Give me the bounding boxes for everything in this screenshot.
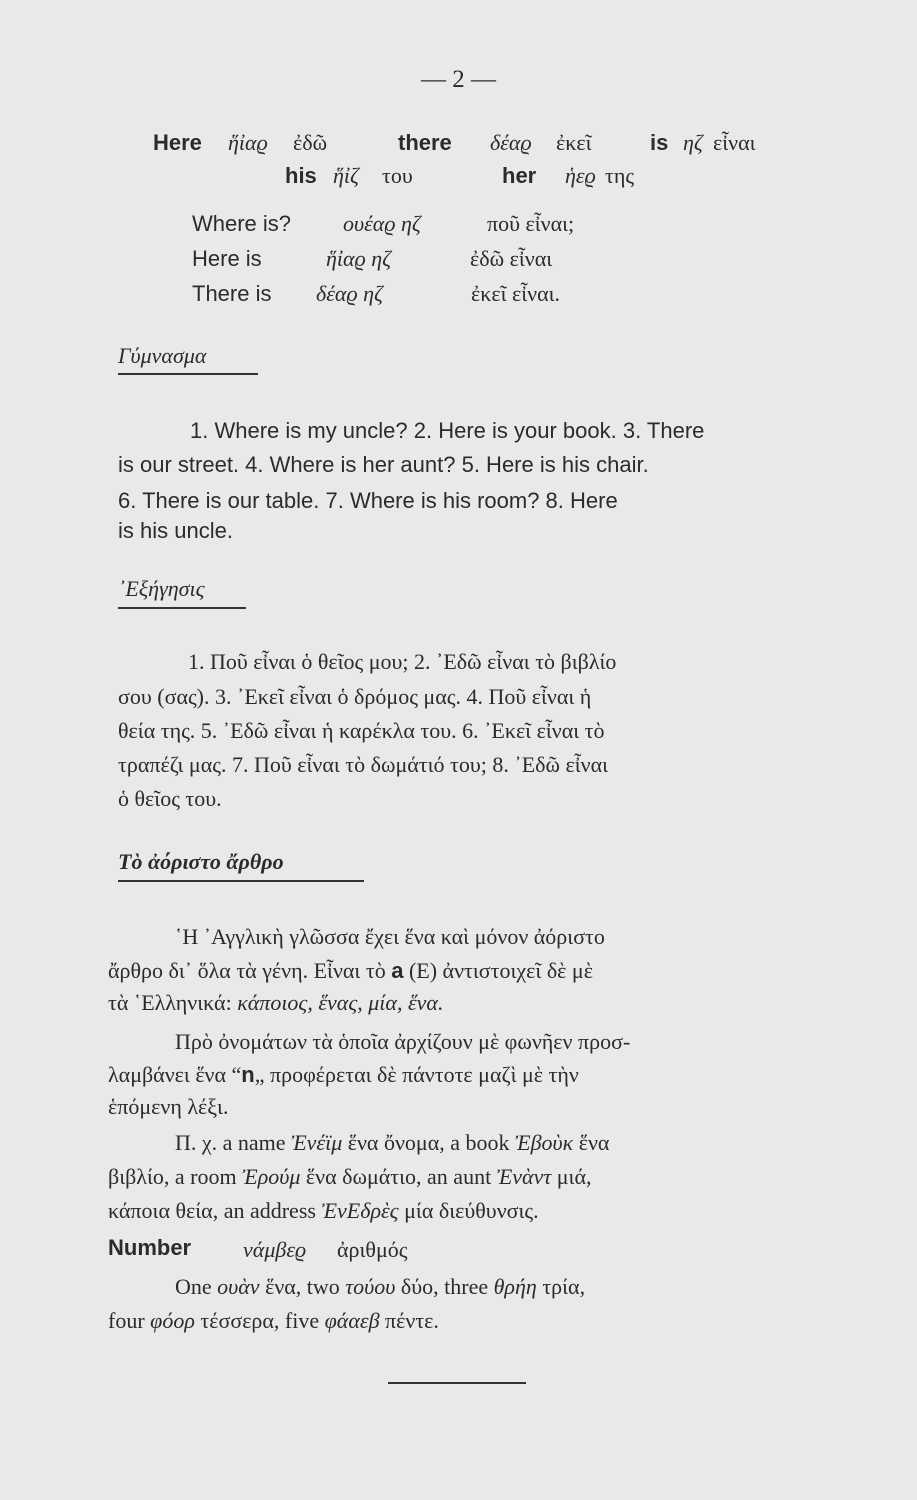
word-here-gr: ἐδῶ [293, 130, 328, 155]
explanation-line: τραπέζι μας. 7. Ποῦ εἶναι τὸ δωμάτιό του; 8. ᾿Εδῶ εἶναι [118, 752, 609, 777]
paragraph-line: ἄρθρο δι᾿ ὅλα τὰ γένη. Εἶναι τὸ a (Ε) ἀντιστοιχεῖ δὲ μὲ [108, 958, 593, 983]
exercise-line: is his uncle. [118, 518, 233, 543]
word-his-gr: του [382, 163, 413, 188]
number-line: One ουὰν ἕνα, two τούου δύο, three θρήη τρία, [175, 1274, 586, 1299]
phrase-en: Where is? [192, 211, 292, 236]
paragraph-line: λαμβάνει ἕνα “n„ προφέρεται δὲ πάντοτε μαζὶ μὲ τὴν [108, 1062, 579, 1087]
number-pron: νάμβεϱ [243, 1237, 307, 1262]
phrase-en: Here is [192, 246, 262, 271]
explanation-line: σου (σας). 3. ᾿Εκεῖ εἶναι ὁ δρόμος μας. 4. Ποῦ εἶναι ἡ [118, 684, 592, 709]
exercise-heading: Γύμνασμα [118, 343, 207, 368]
word-her-pron: ἡεϱ [565, 163, 596, 188]
word-here-en: Here [153, 130, 202, 155]
word-is-pron: ηζ [683, 130, 703, 155]
number-gr: ἀριθμός [337, 1237, 408, 1262]
exercise-line: is our street. 4. Where is her aunt? 5. Here is his chair. [118, 452, 649, 477]
explanation-line: 1. Ποῦ εἶναι ὁ θεῖος μου; 2. ᾿Εδῶ εἶναι τὸ βιβλίο [188, 649, 617, 674]
word-her-gr: της [605, 163, 635, 188]
heading-underline [118, 607, 246, 609]
word-her-en: her [502, 163, 537, 188]
number-en: Number [108, 1235, 192, 1260]
explanation-line: ὁ θεῖος του. [118, 786, 222, 811]
paragraph-line: τὰ ῾Ελληνικά: κάποιος, ἕνας, μία, ἕνα. [108, 990, 444, 1015]
example-line: κάποια θεία, an address ἘνΕδρὲς μία διεύθυνσις. [108, 1198, 539, 1223]
exercise-line: 6. There is our table. 7. Where is his room? 8. Here [118, 488, 618, 513]
word-there-gr: ἐκεῖ [556, 130, 592, 155]
heading-underline [118, 373, 258, 375]
example-line: Π. χ. a name Ἐνέϊμ ἕνα ὄνομα, a book Ἐβοὺκ ἕνα [175, 1130, 610, 1155]
phrase-gr: ποῦ εἶναι; [487, 211, 575, 236]
word-his-pron: ἥἰζ [333, 163, 359, 188]
paragraph-line: ἑπόμενη λέξι. [108, 1094, 229, 1119]
phrase-pron: ἥἰαϱ ηζ [326, 246, 392, 271]
exercise-line: 1. Where is my uncle? 2. Here is your book. 3. There [190, 418, 705, 443]
word-there-pron: δέαϱ [490, 130, 532, 155]
example-line: βιβλίο, a room Ἐρούμ ἕνα δωμάτιο, an aunt Ἐνὰντ μιά, [108, 1164, 592, 1189]
word-there-en: there [398, 130, 452, 155]
phrase-gr: ἐκεῖ εἶναι. [471, 281, 561, 306]
bottom-rule [388, 1382, 526, 1384]
phrase-pron: ουέαϱ ηζ [343, 211, 421, 236]
paragraph-line: ῾Η ᾿Αγγλικὴ γλῶσσα ἔχει ἕνα καὶ μόνον ἀόριστο [175, 924, 605, 949]
explanation-heading: ᾿Εξήγησις [118, 576, 205, 601]
phrase-pron: δέαϱ ηζ [316, 281, 383, 306]
word-his-en: his [285, 163, 317, 188]
article-heading: Τὸ ἀόριστο ἄρθρο [118, 849, 284, 874]
number-line: four φόορ τέσσερα, five φάαεβ πέντε. [108, 1308, 439, 1333]
phrase-en: There is [192, 281, 272, 306]
word-here-pron: ἥἰαϱ [228, 130, 268, 155]
explanation-line: θεία της. 5. ᾿Εδῶ εἶναι ἡ καρέκλα του. 6. ᾿Εκεῖ εἶναι τὸ [118, 718, 605, 743]
word-is-gr: εἶναι [713, 130, 756, 155]
word-is-en: is [650, 130, 669, 155]
phrase-gr: ἐδῶ εἶναι [470, 246, 553, 271]
page-number: — 2 — [421, 66, 496, 93]
paragraph-line: Πρὸ ὀνομάτων τὰ ὁποῖα ἀρχίζουν μὲ φωνῆεν προσ- [175, 1029, 631, 1054]
heading-underline [118, 880, 364, 882]
